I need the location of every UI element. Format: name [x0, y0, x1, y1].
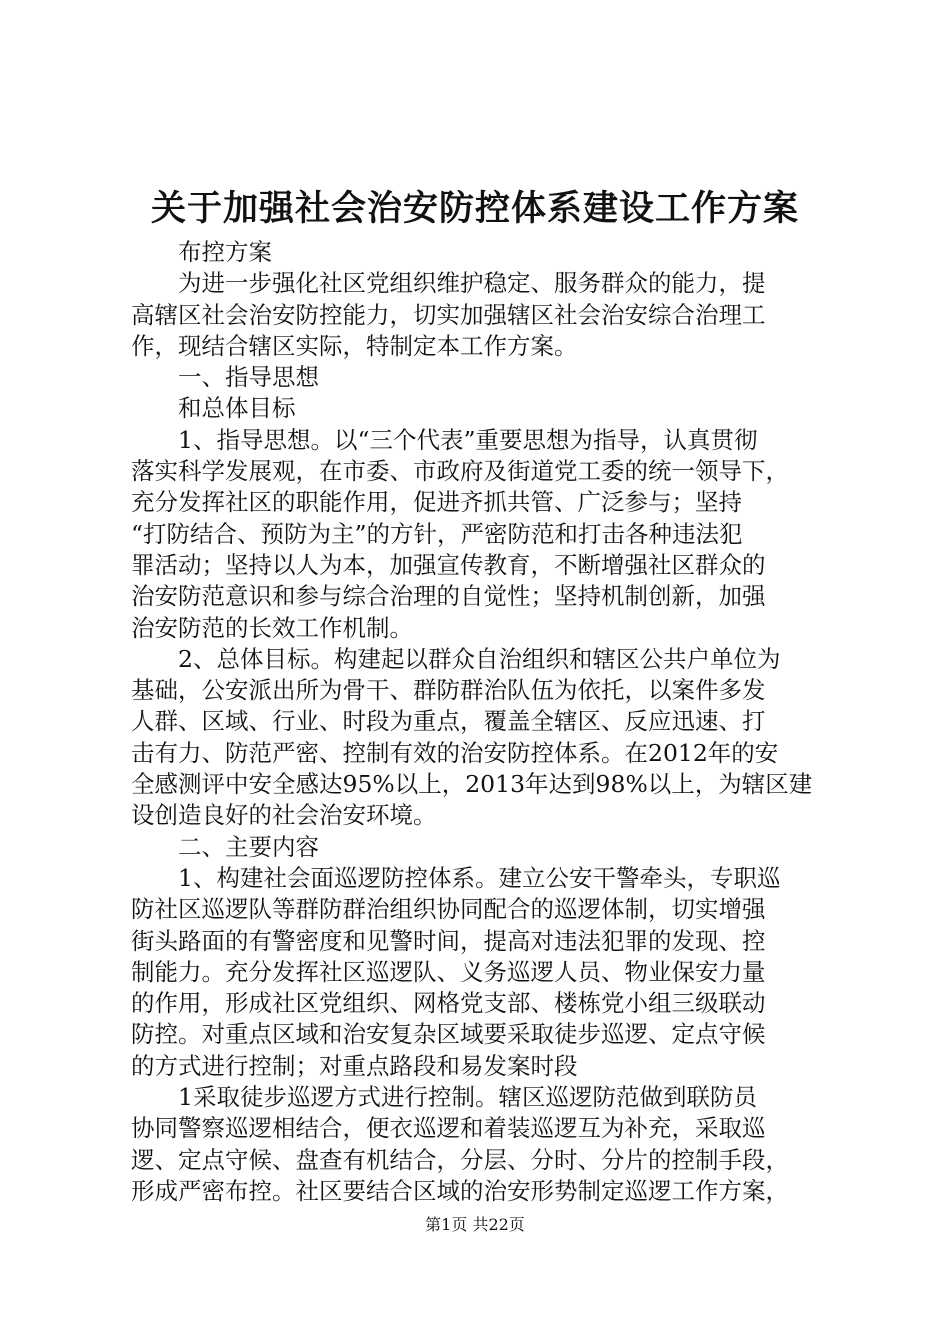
- body-line: 协同警察巡逻相结合，便衣巡逻和着装巡逻互为补充，采取巡: [131, 1114, 766, 1143]
- body-line: 高辖区社会治安防控能力，切实加强辖区社会治安综合治理工: [131, 300, 766, 329]
- document-body: [131, 237, 831, 1207]
- body-line: 人群、区域、行业、时段为重点，覆盖全辖区、反应迅速、打: [131, 707, 766, 736]
- document-title: 关于加强社会治安防控体系建设工作方案: [150, 188, 799, 229]
- body-line: 2、总体目标。构建起以群众自治组织和辖区公共户单位为: [178, 644, 781, 673]
- body-line: 作，现结合辖区实际，特制定本工作方案。: [131, 331, 578, 360]
- body-line: 防控。对重点区域和治安复杂区域要采取徒步巡逻、定点守候: [131, 1020, 766, 1049]
- body-line: 基础，公安派出所为骨干、群防群治队伍为依托，以案件多发: [131, 676, 766, 705]
- body-line: 治安防范意识和参与综合治理的自觉性；坚持机制创新，加强: [131, 582, 766, 611]
- body-line: 逻、定点守候、盘查有机结合，分层、分时、分片的控制手段，: [131, 1145, 789, 1174]
- body-line: 落实科学发展观，在市委、市政府及街道党工委的统一领导下，: [131, 457, 789, 486]
- body-line: 治安防范的长效工作机制。: [131, 613, 413, 642]
- body-line: 1采取徒步巡逻方式进行控制。辖区巡逻防范做到联防员: [178, 1083, 757, 1112]
- body-line: 全感测评中安全感达95%以上，2013年达到98%以上，为辖区建: [131, 770, 813, 799]
- body-line: 一、指导思想: [178, 363, 319, 392]
- body-line: 布控方案: [178, 238, 272, 266]
- body-line: 1、构建社会面巡逻防控体系。建立公安干警牵头，专职巡: [178, 863, 781, 892]
- body-line: 二、主要内容: [178, 832, 319, 861]
- body-line: 的方式进行控制；对重点路段和易发案时段: [131, 1051, 578, 1080]
- body-line: 罪活动；坚持以人为本，加强宣传教育，不断增强社区群众的: [131, 550, 766, 579]
- body-line: 为进一步强化社区党组织维护稳定、服务群众的能力，提: [178, 269, 766, 298]
- body-line: 充分发挥社区的职能作用，促进齐抓共管、广泛参与；坚持: [131, 488, 742, 517]
- body-line: 街头路面的有警密度和见警时间，提高对违法犯罪的发现、控: [131, 926, 766, 955]
- body-line: 防社区巡逻队等群防群治组织协同配合的巡逻体制，切实增强: [131, 895, 766, 924]
- body-line: 制能力。充分发挥社区巡逻队、义务巡逻人员、物业保安力量: [131, 957, 766, 986]
- body-line: 1、指导思想。以“三个代表”重要思想为指导，认真贯彻: [178, 425, 758, 454]
- body-line: 设创造良好的社会治安环境。: [131, 801, 437, 830]
- page-footer: 第1页 共22页: [425, 1215, 525, 1234]
- body-line: 击有力、防范严密、控制有效的治安防控体系。在2012年的安: [131, 738, 779, 767]
- body-line: 的作用，形成社区党组织、网格党支部、楼栋党小组三级联动: [131, 989, 766, 1018]
- body-line: 形成严密布控。社区要结合区域的治安形势制定巡逻工作方案，: [131, 1176, 789, 1205]
- body-line: “打防结合、预防为主”的方针，严密防范和打击各种违法犯: [131, 519, 743, 548]
- body-line: 和总体目标: [178, 394, 296, 423]
